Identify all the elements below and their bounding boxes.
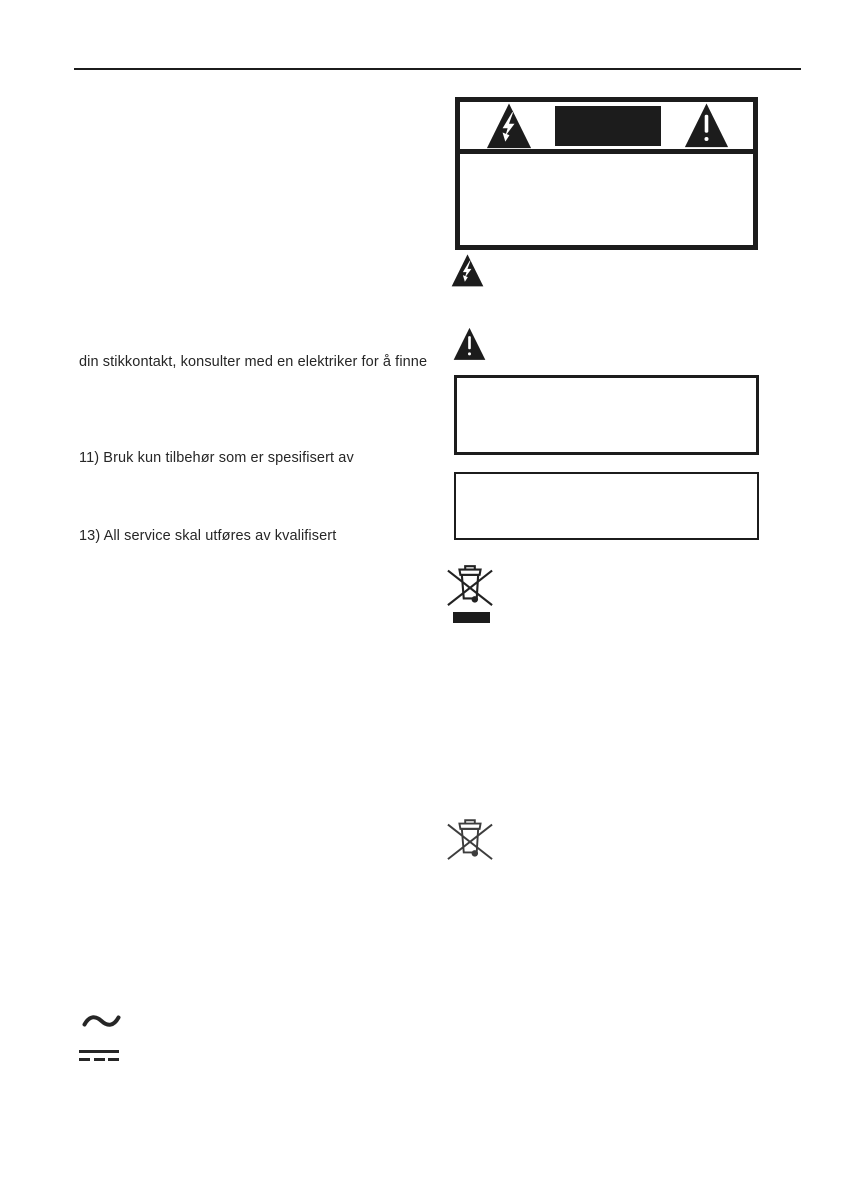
dc-current-icon xyxy=(79,1050,119,1061)
text-fragment-item-11: 11) Bruk kun tilbehør som er spesifisert av xyxy=(79,450,354,466)
dc-dash xyxy=(108,1058,119,1061)
high-voltage-triangle-icon xyxy=(451,253,484,288)
weee-crossed-out-bin-icon xyxy=(446,814,494,862)
top-divider-rule xyxy=(74,68,801,70)
dc-solid-line xyxy=(79,1050,119,1053)
dc-dash xyxy=(94,1058,105,1061)
warning-panel-header xyxy=(460,102,753,154)
warning-panel xyxy=(455,97,758,250)
notice-box xyxy=(454,472,759,540)
dc-dashed-line xyxy=(79,1058,119,1061)
dc-dash xyxy=(79,1058,90,1061)
notice-box xyxy=(454,375,759,455)
weee-product-bar xyxy=(453,612,490,623)
text-fragment-stikkontakt: din stikkontakt, konsulter med en elektriker for å finne xyxy=(79,354,428,370)
ac-current-icon xyxy=(81,1011,122,1032)
alert-triangle-icon xyxy=(684,102,729,149)
text-fragment-item-13: 13) All service skal utføres av kvalifisert xyxy=(79,528,337,544)
alert-triangle-icon xyxy=(453,326,486,362)
high-voltage-triangle-icon xyxy=(486,102,532,150)
warning-panel-body xyxy=(460,159,753,245)
caution-label-box xyxy=(555,106,661,146)
weee-crossed-out-bin-icon xyxy=(446,560,494,608)
